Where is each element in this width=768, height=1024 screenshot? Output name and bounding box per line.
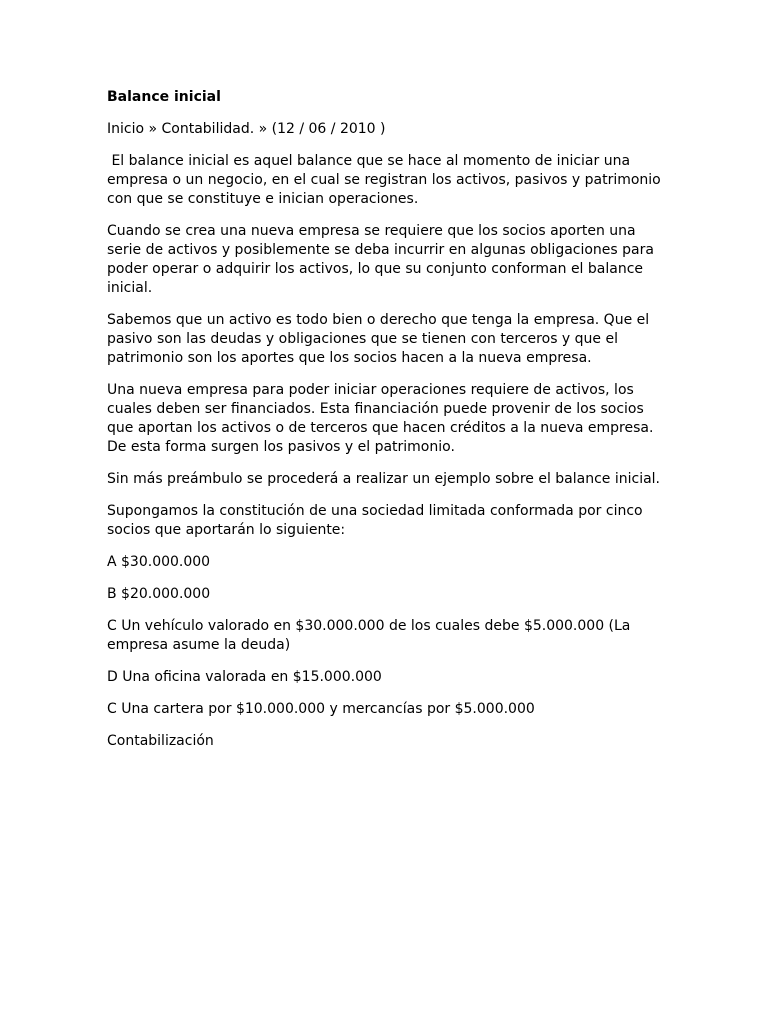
paragraph-financing: Una nueva empresa para poder iniciar operaciones requiere de activos, los cuales deben ser financiados. Esta financiación puede provenir de los socios que aportan los activos o de terceros que hacen créditos a la nueva empresa. De esta forma surgen los pasivos y el patrimonio. xyxy=(107,382,654,455)
paragraph-example-intro: Sin más preámbulo se procederá a realizar un ejemplo sobre el balance inicial. xyxy=(107,471,661,487)
paragraph-definitions: Sabemos que un activo es todo bien o derecho que tenga la empresa. Que el pasivo son las deudas y obligaciones que se tienen con terceros y que el patrimonio son los aportes que los socios hacen a la nueva empresa. xyxy=(107,312,650,366)
document-page xyxy=(107,88,667,764)
list-item-partner-b: B $20.000.000 xyxy=(107,586,211,602)
document-title: Balance inicial xyxy=(107,89,221,105)
breadcrumb: Inicio » Contabilidad. » (12 / 06 / 2010 ) xyxy=(107,121,386,137)
paragraph-new-company: Cuando se crea una nueva empresa se requiere que los socios aporten una serie de activos y posiblemente se deba incurrir en algunas obligaciones para poder operar o adquirir los activos, lo que su conjunto conforman el balance inicial. xyxy=(107,223,654,296)
list-item-partner-c-vehicle: C Un vehículo valorado en $30.000.000 de los cuales debe $5.000.000 (La empresa asume la deuda) xyxy=(107,618,631,653)
list-item-partner-c-portfolio: C Una cartera por $10.000.000 y mercancías por $5.000.000 xyxy=(107,701,535,717)
section-heading-accounting: Contabilización xyxy=(107,733,214,749)
list-item-partner-a: A $30.000.000 xyxy=(107,554,211,570)
paragraph-intro: El balance inicial es aquel balance que se hace al momento de iniciar una empresa o un negocio, en el cual se registran los activos, pasivos y patrimonio con que se constituye e inician operaciones. xyxy=(107,153,661,207)
paragraph-scenario: Supongamos la constitución de una sociedad limitada conformada por cinco socios que aportarán lo siguiente: xyxy=(107,503,643,538)
list-item-partner-d-office: D Una oficina valorada en $15.000.000 xyxy=(107,669,382,685)
